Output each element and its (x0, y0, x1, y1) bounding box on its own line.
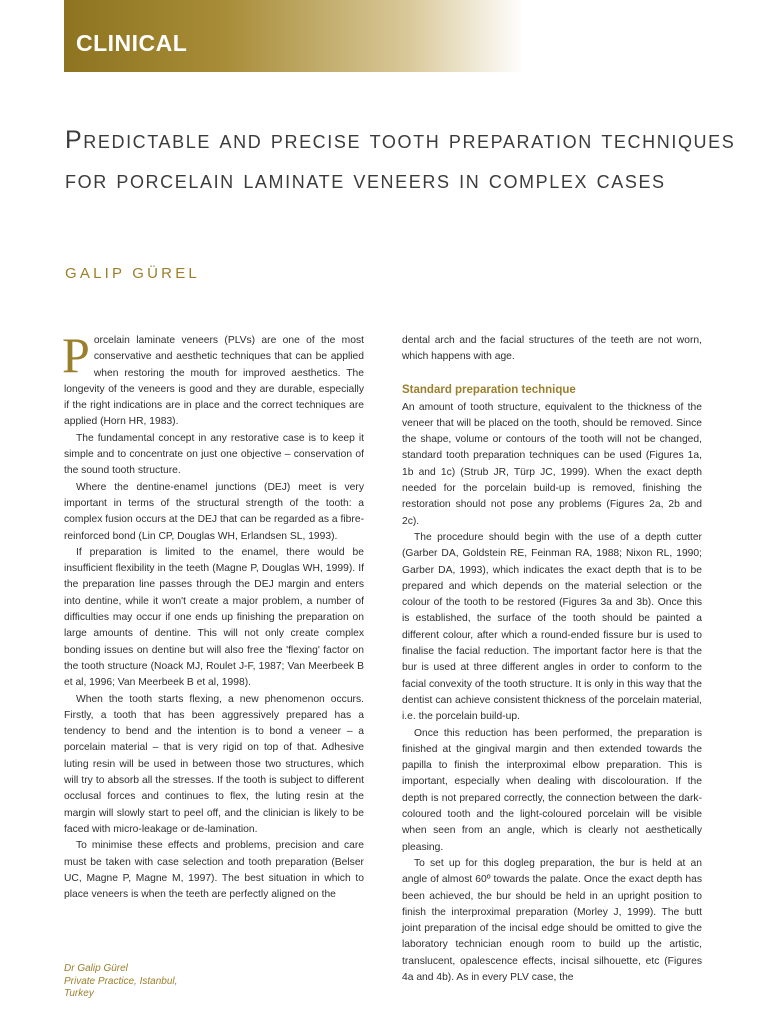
article-title-text: Predictable and precise tooth preparation techniques for porcelain laminate veneers in complex cases (65, 126, 736, 194)
paragraph-1 (62, 327, 364, 431)
section-banner (64, 0, 524, 72)
author-name: GALIP GÜREL (65, 265, 200, 282)
paragraph-9: To set up for this dogleg preparation, the bur is held at an angle of almost 60º towards the palate. Once the exact depth has been achieved, the bur should be held in an upright position to finish the interproximal preparation (Morley J, 1999). The butt joint preparation of the incisal edge should be omitted to give the laboratory technician enough room to build up the artistic, translucent, opalescence effects, incisal silhouette, etc (Figures 4a and 4b). As in every PLV case, the (402, 857, 702, 983)
right-column (402, 333, 702, 986)
paragraph-8: Once this reduction has been performed, the preparation is finished at the gingival margin and then extended towards the papilla to finish the interproximal elbow preparation. This is important, especially when dealing with discolouration. If the depth is not prepared correctly, the connection between the dark-coloured tooth and the light-coloured porcelain will be visible when seen from an angle, which is clearly not aesthetically pleasing. (402, 727, 702, 853)
paragraph-5: When the tooth starts flexing, a new phenomenon occurs. Firstly, a tooth that has been aggressively prepared has a tendency to bend and the intention is to bond a veneer – a porcelain material – that is very rigid on top of that. Adhesive luting resin will be used in between those two structures, which will try to absorb all the stresses. If the tooth is subject to different occlusal forces and continues to flex, the luting resin at the margin will slowly start to peel off, and the clinician is likely to be faced with micro-leakage or de-lamination. (64, 693, 364, 835)
affiliation-practice: Private Practice, Istanbul, (64, 975, 178, 987)
paragraph-7: The procedure should begin with the use of a depth cutter (Garber DA, Goldstein RE, Feinman RA, 1988; Nixon RL, 1990; Garber DA, 1993), which indicates the exact depth that is to be prepared and which depends on the material selection or the colour of the tooth to be restored (Figures 3a and 3b). Once this is established, the surface of the tooth should be painted a different colour, after which a round-ended fissure bur is used to finalise the facial reduction. The important factor here is that the bur is used at three different angles in order to conform to the facial convexity of the tooth structure. It is only in this way that the dentist can achieve consistent thickness of the porcelain material, i.e. the porcelain build-up. (402, 531, 702, 723)
paragraph-6: To minimise these effects and problems, precision and care must be taken with case selection and tooth preparation (Belser UC, Magne P, Magne M, 1997). The best situation in which to place veneers is when the teeth are perfectly aligned on the (64, 840, 364, 901)
article-title (65, 120, 745, 200)
section-label: CLINICAL (76, 30, 188, 56)
paragraph-3: Where the dentine-enamel junctions (DEJ) meet is very important in terms of the structural strength of the tooth: a complex fusion occurs at the DEJ that can be regarded as a fibre-reinforced bond (Lin CP, Douglas WH, Erlandsen SL, 1993). (64, 481, 364, 542)
paragraph-2: The fundamental concept in any restorative case is to keep it simple and to concentrate on just one objective – conservation of the sound tooth structure. (64, 432, 364, 477)
continuation-paragraph: dental arch and the facial structures of the teeth are not worn, which happens with age. (402, 335, 702, 363)
subsection-first-paragraph: An amount of tooth structure, equivalent to the thickness of the veneer that will be placed on the tooth, should be removed. Since the shape, volume or contours of the tooth will not be changed, standard tooth preparation techniques can be used (Figures 1a, 1b and 1c) (Strub JR, Türp JC, 1999). When the exact depth needed for the porcelain build-up is removed, finishing the restoration should not pose any problems (Figures 2a, 2b and 2c). (402, 401, 702, 527)
paragraph-4: If preparation is limited to the enamel, there would be insufficient flexibility in the teeth (Magne P, Douglas WH, 1999). If the preparation line passes through the DEJ margin and enters into dentine, while it won't create a major problem, a number of difficulties may occur if one ends up finishing the preparation on large amounts of dentine. This will not only create complex bonding issues on dentine but will also free the 'flexing' factor on the tooth structure (Noack MJ, Roulet J-F, 1987; Van Meerbeek B et al, 1996; Van Meerbeek B et al, 1998). (64, 546, 364, 689)
affiliation-name: Dr Galip Gürel (64, 963, 128, 974)
left-column (62, 327, 364, 903)
drop-cap: P (62, 327, 90, 383)
affiliation-country: Turkey (64, 988, 94, 999)
section-subheading: Standard preparation technique (402, 383, 576, 396)
author-affiliation (64, 963, 177, 1001)
paragraph-1-text: orcelain laminate veneers (PLVs) are one of the most conservative and aesthetic techniques that can be applied when restoring the mouth for improved aesthetics. The longevity of the veneers is good and they are durable, especially if the right indications are in place and the correct techniques are applied (Horn HR, 1983). (64, 335, 364, 428)
